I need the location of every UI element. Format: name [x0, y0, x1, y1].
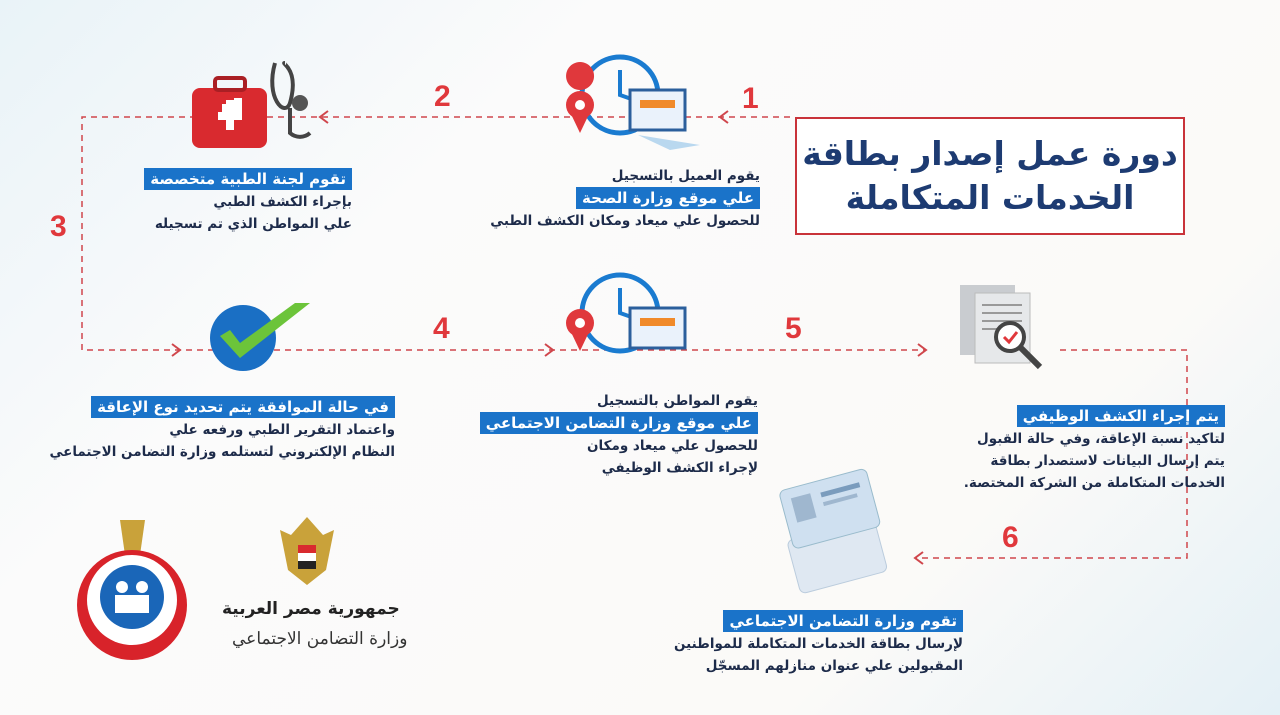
step1-text: يقوم العميل بالتسجيل علي موقع وزارة الصحة للحصول علي ميعاد ومكان الكشف الطبي [490, 168, 760, 229]
ministry-of-health-logo [65, 515, 200, 665]
step-number-3: 3 [50, 210, 67, 243]
step5-text: يتم إجراء الكشف الوظيفي لتاكيد نسبة الإعاقة، وفي حالة القبول يتم إرسال البيانات لاستصدار بطاقة الخدمات المتكاملة من الشركة المختصة. [963, 407, 1225, 491]
egypt-republic-label: جمهورية مصر العربية [222, 599, 400, 619]
arrow-right [918, 344, 926, 356]
document-inspection-icon [960, 285, 1050, 375]
step4-text: يقوم المواطن بالتسجيل علي موقع وزارة التضامن الاجتماعي للحصول علي ميعاد ومكان لإجراء الكشف الوظيفي [480, 390, 758, 479]
page-title: دورة عمل إصدار بطاقة الخدمات المتكاملة [795, 117, 1185, 235]
service-cards-icon [775, 468, 895, 593]
approval-checkmark-icon [205, 298, 315, 378]
step-number-4: 4 [433, 312, 450, 345]
medical-kit-stethoscope-icon [190, 58, 320, 153]
solidarity-ministry-label: وزارة التضامن الاجتماعي [232, 629, 408, 649]
egypt-eagle-emblem [278, 515, 336, 590]
step-number-6: 6 [1002, 521, 1019, 554]
step6-text: تقوم وزارة التضامن الاجتماعي لإرسال بطاقة الخدمات المتكاملة للمواطنين المقبولين علي عنوان منازلهم المسجّل [673, 612, 963, 674]
step2-text: تقوم لجنة الطبية متخصصة بإجراء الكشف الطبي علي المواطن الذي تم تسجيله [144, 168, 352, 235]
step-number-5: 5 [785, 312, 802, 345]
online-registration-icon [560, 50, 700, 160]
step-number-2: 2 [434, 80, 451, 113]
step3-text: في حالة الموافقة يتم تحديد نوع الإعاقة واعتماد التقرير الطبي ورفعه علي النظام الإلكتروني لتستلمه وزارة التضامن الاجتماعي [49, 398, 395, 460]
arrow-left [915, 552, 923, 564]
online-registration-icon [560, 268, 700, 378]
step-number-1: 1 [742, 82, 759, 115]
